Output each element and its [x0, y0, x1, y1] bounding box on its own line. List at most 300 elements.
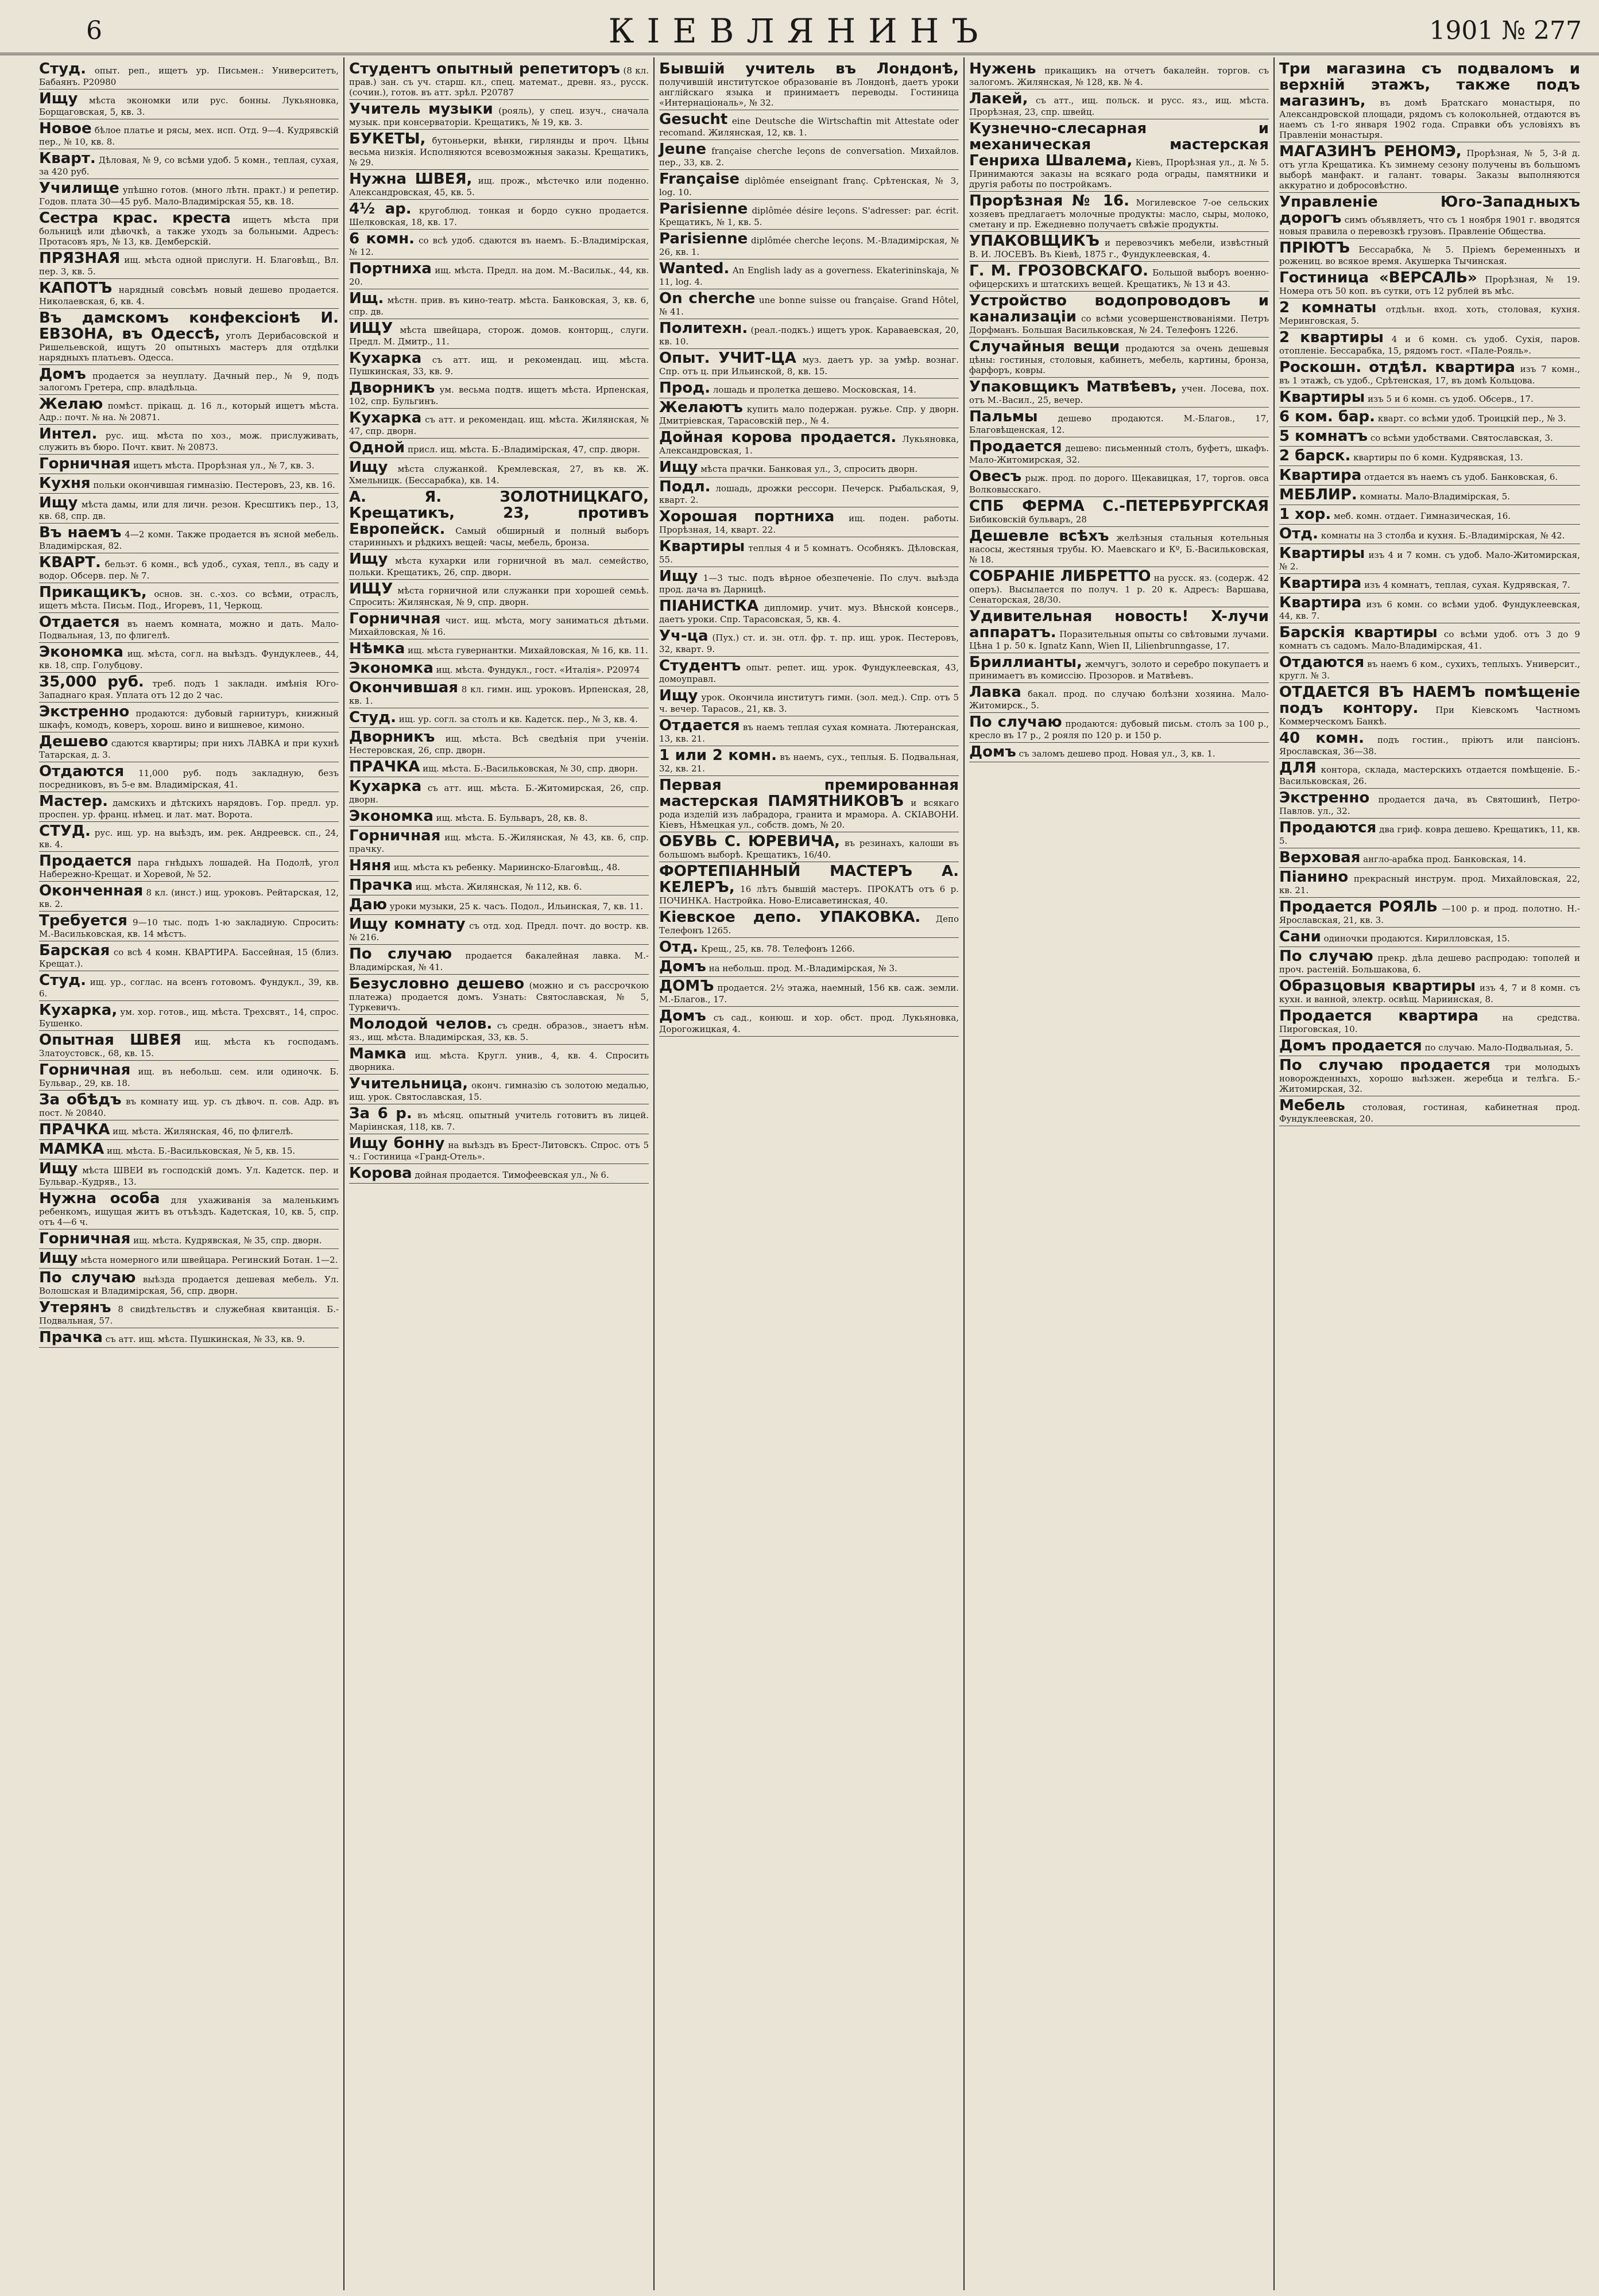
- classified-ad: [659, 627, 959, 657]
- ad-text: прекр. дѣла дешево распродаю: тополей и проч. растеній. Большакова, 6.: [1279, 953, 1580, 975]
- ad-headline: СПБ ФЕРМА С.-ПЕТЕРБУРГСКАЯ: [969, 498, 1269, 515]
- classified-ad: [349, 1134, 649, 1164]
- ad-text: муз. даетъ ур. за умѣр. вознаг. Спр. отъ ц. при Ильинской, 8, кв. 15.: [659, 355, 959, 377]
- classified-ad: [39, 395, 339, 425]
- classified-ad: [659, 957, 959, 977]
- ad-headline: Дворникъ: [349, 728, 435, 746]
- ad-headline: Ищу бонну: [349, 1135, 445, 1152]
- ad-headline: Ищу: [39, 1160, 78, 1177]
- classified-ad: [39, 1159, 339, 1189]
- ad-text: мѣста служанкой. Кремлевская, 27, въ кв. Ж. Хмельницк. (Бессарабка), кв. 14.: [349, 464, 649, 486]
- ad-text: оконч. гимназію съ золотою медалью, ищ. урок. Святославская, 15.: [349, 1080, 649, 1102]
- classified-ad: [659, 170, 959, 200]
- ad-text: ищ. мѣста. Кругл. унив., 4, кв. 4. Спросить дворника.: [349, 1050, 649, 1072]
- ad-text: дешево: письменный столъ, буфетъ, шкафъ. Мало-Житомирская, 32.: [969, 443, 1269, 465]
- ad-headline: Студ.: [39, 60, 86, 77]
- classified-ad: [1279, 544, 1580, 574]
- ad-text: подъ гостин., пріютъ или пансіонъ. Ярославская, 36—38.: [1279, 735, 1580, 757]
- classified-ad: [969, 338, 1269, 378]
- classified-ad: [659, 200, 959, 230]
- ad-headline: Нужень: [969, 60, 1036, 77]
- ad-text: ум. хор. готов., ищ. мѣста. Трехсвят., 14, спрос. Бушенко.: [39, 1007, 339, 1029]
- ad-headline: Экономка: [39, 643, 123, 661]
- ad-text: пара гнѣдыхъ лошадей. На Подолѣ, угол Набережно-Крещат. и Хоревой, № 52.: [39, 858, 339, 879]
- ad-text: симъ объявляетъ, что съ 1 ноября 1901 г. вводятся новыя правила о перевозкѣ грузовъ. Правленіе Общества.: [1279, 215, 1580, 236]
- ad-text: française cherche leçons de conversation. Михайлов. пер., 33, кв. 2.: [659, 146, 959, 168]
- classified-ad: [969, 567, 1269, 607]
- ad-headline: Дойная корова продается.: [659, 429, 897, 446]
- ad-headline: Продается РОЯЛЬ: [1279, 898, 1438, 916]
- classified-ad: [659, 349, 959, 379]
- classified-ad: [39, 209, 339, 249]
- ad-headline: Опыт. УЧИТ-ЦА: [659, 350, 796, 367]
- classified-ad: [39, 1189, 339, 1230]
- ad-headline: Учитель музыки: [349, 100, 493, 118]
- ad-text: мѣста дамы, или для личн. резон. Кресштикъ пер., 13, кв. 68, спр. дв.: [39, 499, 339, 521]
- classified-ad: [969, 90, 1269, 119]
- classified-ad: [1279, 653, 1580, 683]
- ad-text: выѣзда продается дешевая мебель. Ул. Волошская и Владимірская, 56, спр. дворн.: [39, 1274, 339, 1296]
- ad-headline: Нужна особа: [39, 1190, 160, 1207]
- ad-text: бутоньерки, вѣнки, гирлянды и проч. Цѣны весьма низкія. Исполняются всевозможныя заказы. Крещатикъ, № 29.: [349, 135, 649, 168]
- ad-columns: [34, 57, 1585, 2290]
- ad-headline: Лакей,: [969, 90, 1028, 107]
- ad-headline: Ищу: [39, 1250, 78, 1267]
- classified-ad: [349, 856, 649, 876]
- ad-text: опыт. реп., ищетъ ур. Письмен.: Университетъ, Бабаянъ. Р20980: [39, 65, 339, 87]
- classified-ad: [349, 728, 649, 758]
- ad-text: съ атт. ищ. мѣста. Пушкинская, № 33, кв. 9.: [105, 1334, 305, 1344]
- ad-headline: Первая премированная мастерская ПАМЯТНИКОВЪ: [659, 777, 959, 810]
- ad-headline: 1 или 2 комн.: [659, 747, 777, 764]
- ad-headline: Удивительная новость! X-лучи аппаратъ.: [969, 608, 1269, 641]
- ad-text: 4 и 6 комн. съ удоб. Сухія, паров. отопленіе. Бессарабка, 15, рядомъ гост. «Пале-Рояль».: [1279, 334, 1580, 356]
- ad-headline: Сани: [1279, 928, 1321, 945]
- ad-text: меб. комн. отдает. Гимназическая, 16.: [1334, 511, 1511, 521]
- ad-headline: Піанино: [1279, 868, 1349, 886]
- classified-ad: [39, 643, 339, 673]
- classified-ad: [39, 1249, 339, 1269]
- ad-text: англо-арабка прод. Банковская, 14.: [1363, 854, 1526, 864]
- ad-text: Дѣловая, № 9, со всѣми удоб. 5 комн., теплая, сухая, за 420 руб.: [39, 155, 339, 177]
- ad-text: кругоблюд. тонкая и бордо сукно продается. Шелковская, 18, кв. 17.: [349, 205, 649, 227]
- ad-headline: Отдается: [659, 717, 740, 734]
- ad-headline: Управленіе Юго-Западныхъ дорогъ: [1279, 193, 1580, 227]
- ad-headline: Gesucht: [659, 111, 728, 128]
- ad-headline: ФОРТЕПІАННЫЙ МАСТЕРЪ А. КЕЛЕРЪ,: [659, 863, 959, 896]
- ad-text: ищ. поден. работы. Прорѣзная, 14, кварт. 22.: [659, 513, 959, 535]
- ad-text: съ отд. ход. Предл. почт. до востр. кв. № 216.: [349, 921, 649, 943]
- ad-text: 8 свидѣтельствъ и служебная квитанція. Б.-Подвальная, 57.: [39, 1304, 339, 1326]
- ad-text: на выѣздъ въ Брест-Литовскъ. Спрос. отъ 5 ч.: Гостиница «Гранд-Отель».: [349, 1140, 649, 1162]
- classified-ad: [659, 319, 959, 349]
- ad-headline: ПРАЧКА: [39, 1121, 110, 1138]
- classified-ad: [349, 349, 649, 379]
- classified-ad: [1279, 447, 1580, 466]
- ad-text: дамскихъ и дѣтскихъ нарядовъ. Гор. предл. ур. проспен. ур. франц. нѣмец. и лат. мат. Ворота.: [39, 798, 339, 820]
- classified-ad: [659, 776, 959, 832]
- classified-ad: [1279, 193, 1580, 239]
- ad-headline: Дешево: [39, 733, 109, 750]
- ad-text: diplômée désire leçons. S'adresser: par. écrit. Крещатикъ, № 1, кв. 5.: [659, 205, 959, 227]
- ad-headline: Домъ: [659, 1007, 706, 1025]
- classified-ad: [39, 90, 339, 119]
- ad-headline: Квартира: [1279, 467, 1362, 484]
- classified-ad: [659, 507, 959, 537]
- ad-text: 8 кл. гимн. ищ. уроковъ. Ирпенская, 28, кв. 1.: [349, 684, 649, 706]
- classified-ad: [349, 1045, 649, 1075]
- classified-ad: [39, 1230, 339, 1249]
- ad-headline: Верховая: [1279, 849, 1361, 866]
- ad-headline: Горничная: [39, 1230, 131, 1247]
- classified-ad: [349, 807, 649, 827]
- ad-headline: Ищу: [349, 459, 388, 476]
- ad-headline: Молодой челов.: [349, 1015, 493, 1033]
- ad-text: урок. Окончила институтъ гимн. (зол. мед.). Спр. отъ 5 ч. вечер. Тарасов., 21, кв. 3.: [659, 692, 959, 714]
- ad-text: со всѣ 4 комн. КВАРТИРА. Бассейная, 15 (близ. Крещат.).: [39, 947, 339, 969]
- ad-headline: А. Я. ЗОЛОТНИЦКАГО, Крещатикъ, 23, противъ Европейск.: [349, 488, 649, 538]
- classified-ad: [969, 653, 1269, 683]
- ad-headline: Студ.: [349, 709, 396, 726]
- classified-ad: [39, 455, 339, 474]
- ad-text: 4—2 комн. Также продается въ ясной мебель. Владимірская, 82.: [39, 529, 339, 551]
- ad-headline: Ищу: [39, 90, 78, 107]
- ad-headline: ИЩУ: [349, 320, 393, 337]
- ad-text: ищ. мѣста. Предл. на дом. М.-Васильк., 44, кв. 20.: [349, 265, 649, 287]
- ad-text: опыт. репет. ищ. урок. Фундуклеевская, 43, домоуправл.: [659, 662, 959, 684]
- ad-headline: По случаю продается: [1279, 1057, 1490, 1074]
- ad-text: по случаю. Мало-Подвальная, 5.: [1424, 1042, 1574, 1053]
- ad-text: въ комнату ищ. ур. съ дѣвоч. п. сов. Адр. въ пост. № 20840.: [39, 1096, 339, 1118]
- ad-text: изъ 4 комнатъ, теплая, сухая. Кудрявская, 7.: [1364, 580, 1570, 590]
- ad-headline: Корова: [349, 1165, 412, 1182]
- classified-ad: [1279, 683, 1580, 729]
- ad-text: 8 кл. (инст.) ищ. уроковъ. Рейтарская, 12, кв. 2.: [39, 887, 339, 909]
- classified-ad: [969, 607, 1269, 653]
- classified-ad: [659, 746, 959, 776]
- ad-headline: Квартиры: [1279, 389, 1365, 406]
- ad-headline: Кіевское депо. УПАКОВКА.: [659, 909, 921, 926]
- classified-ad: [39, 583, 339, 613]
- classified-ad: [39, 882, 339, 912]
- newspaper-header: [0, 0, 1599, 55]
- ad-text: изъ 5 и 6 комн. съ удоб. Обсерв., 17.: [1368, 394, 1534, 404]
- classified-ad: [659, 657, 959, 687]
- classified-ad: [1279, 388, 1580, 408]
- ad-text: (8 кл. прав.) зан. съ уч. старш. кл., спец. математ., древн. яз., русск. (сочин.), готов. въ атт. зрѣл. Р20787: [349, 65, 649, 98]
- ad-text: une bonne suisse ou française. Grand Hôtel, № 41.: [659, 295, 959, 317]
- ad-headline: Оконченная: [39, 882, 144, 899]
- classified-ad: [1279, 977, 1580, 1007]
- ad-headline: Въ дамскомъ конфексіонѣ И. ЕВЗОНА, въ Одессѣ,: [39, 309, 339, 343]
- ad-headline: Домъ: [969, 743, 1016, 761]
- ad-headline: Экономка: [349, 808, 433, 825]
- classified-ad: [969, 497, 1269, 527]
- ad-headline: Прачка: [349, 876, 413, 894]
- ad-headline: Продается: [39, 852, 132, 870]
- classified-ad: [349, 639, 649, 659]
- ad-text: ищ. мѣста. Кудрявская, № 35, спр. дворн.: [133, 1235, 322, 1246]
- classified-ad: [1279, 898, 1580, 928]
- classified-ad: [1279, 947, 1580, 977]
- ad-headline: Дешевле всѣхъ: [969, 528, 1109, 545]
- classified-ad: [349, 876, 649, 895]
- ad-text: продается бакалейная лавка. М.-Владимірская, № 41.: [349, 951, 649, 972]
- ad-text: бѣлое платье и рясы, мех. нсп. Отд. 9—4. Кудрявскій пер., № 10, кв. 8.: [39, 125, 339, 147]
- ad-text: рыж. прод. по дорого. Щекавицкая, 17, торгов. овса Волковысскаго.: [969, 473, 1269, 495]
- ad-headline: On cherche: [659, 290, 756, 307]
- column-5: [1275, 57, 1585, 2290]
- classified-ad: [1279, 789, 1580, 819]
- ad-text: Кіевъ, Прорѣзная ул., д. № 5. Принимаются заказы на всякаго рода ограды, памятники и другія работы по постройкамъ.: [969, 157, 1269, 189]
- ad-text: въ мѣсяц. опытный учитель готовитъ въ лицей. Марiинская, 118, кв. 7.: [349, 1110, 649, 1132]
- column-2: [344, 57, 655, 2290]
- classified-ad: [659, 230, 959, 259]
- classified-ad: [659, 140, 959, 170]
- classified-ad: [39, 474, 339, 494]
- classified-ad: [349, 550, 649, 580]
- classified-ad: [349, 945, 649, 975]
- ad-text: Депо Телефонъ 1265.: [659, 914, 959, 936]
- ad-text: прекрасный инструм. прод. Михайловская, 22, кв. 21.: [1279, 874, 1580, 895]
- ad-text: упѣшно готов. (много лѣтн. практ.) и репетир. Годов. плата 30—45 руб. Мало-Владимірская 55, кв. 18.: [39, 185, 339, 207]
- ad-headline: ДЛЯ: [1279, 759, 1317, 777]
- ad-headline: Мамка: [349, 1045, 406, 1062]
- classified-ad: [1279, 466, 1580, 486]
- ad-text: на средства. Пироговская, 10.: [1279, 1013, 1580, 1034]
- classified-ad: [39, 249, 339, 279]
- classified-ad: [659, 977, 959, 1007]
- ad-text: —100 р. и прод. полотно. Н.-Ярославская, 21, кв. 3.: [1279, 903, 1580, 925]
- ad-text: получившій институтское образованіе въ Лондонѣ, даетъ уроки англійскаго языка и принимаетъ переводы. Гостиница «Интернаціональ», № 32.: [659, 77, 959, 108]
- ad-text: съ средн. образов., знаетъ нѣм. яз., ищ. мѣста. Владимірская, 33, кв. 5.: [349, 1021, 649, 1042]
- classified-ad: [39, 912, 339, 941]
- ad-text: рус. ищ. мѣста по хоз., мож. прислуживать, служить въ бюро. Почт. квит. № 20873.: [39, 430, 339, 452]
- ad-headline: ИЩУ: [349, 580, 393, 598]
- ad-headline: БУКЕТЫ,: [349, 130, 426, 148]
- ad-headline: Отд.: [659, 938, 699, 956]
- ad-headline: За обѣдъ: [39, 1091, 122, 1108]
- classified-ad: [349, 1075, 649, 1104]
- ad-headline: Квартира: [1279, 594, 1362, 611]
- ad-headline: Въ наемъ: [39, 524, 122, 541]
- classified-ad: [349, 610, 649, 639]
- ad-text: 1—3 тыс. подъ вѣрное обезпеченіе. По случ. выѣзда прод. дача въ Дарницѣ.: [659, 573, 959, 595]
- classified-ad: [39, 732, 339, 762]
- ad-text: 16 лѣтъ бывшій мастеръ. ПРОКАТЪ отъ 6 р. ПОЧИНКА. Настройка. Ново-Елисаветинская, 40.: [659, 884, 959, 906]
- ad-headline: За 6 р.: [349, 1105, 412, 1122]
- ad-headline: Продаются: [1279, 819, 1377, 836]
- ad-headline: Барская: [39, 942, 110, 959]
- ad-headline: Окончившая: [349, 679, 458, 696]
- ad-headline: Овесъ: [969, 468, 1022, 485]
- classified-ad: [659, 478, 959, 507]
- classified-ad: [1279, 729, 1580, 759]
- ad-text: продаются: дубовый гарнитуръ, книжный шкафъ, комодъ, коверъ, хорош. вино и вишневое, кимоно.: [39, 708, 339, 730]
- classified-ad: [969, 119, 1269, 192]
- ad-headline: МАГАЗИНЪ РЕНОМЭ,: [1279, 143, 1462, 160]
- classified-ad: [659, 398, 959, 428]
- classified-ad: [39, 494, 339, 523]
- ad-headline: СТУД.: [39, 823, 91, 840]
- ad-headline: Jeune: [659, 141, 706, 158]
- ad-text: При Кіевскомъ Частномъ Коммерческомъ Банкѣ.: [1279, 705, 1580, 727]
- ad-headline: 2 квартиры: [1279, 329, 1384, 346]
- ad-headline: Роскошн. отдѣл. квартира: [1279, 359, 1515, 376]
- classified-ad: [659, 832, 959, 862]
- classified-ad: [1279, 505, 1580, 525]
- newspaper-title: КІЕВЛЯНИНЪ: [608, 11, 991, 51]
- ad-headline: Прикащикъ,: [39, 584, 147, 601]
- ad-headline: Упаковщикъ Матвѣевъ,: [969, 378, 1177, 395]
- ad-text: бельэт. 6 комн., всѣ удоб., сухая, тепл., въ саду и водор. Обсерв. пер. № 7.: [39, 559, 339, 581]
- issue-number: 1901 № 277: [1429, 16, 1582, 45]
- classified-ad: [969, 292, 1269, 338]
- ad-headline: Экстренно: [39, 703, 130, 720]
- classified-ad: [659, 379, 959, 398]
- classified-ad: [1279, 60, 1580, 142]
- ad-headline: Экономка: [349, 660, 433, 677]
- ad-headline: Подл.: [659, 478, 711, 495]
- classified-ad: [349, 259, 649, 289]
- classified-ad: [349, 895, 649, 915]
- ad-headline: Барскія квартиры: [1279, 624, 1438, 641]
- ad-headline: Одной: [349, 439, 405, 456]
- ad-headline: ОТДАЕТСЯ ВЪ НАЕМЪ помѣщеніе подъ контору.: [1279, 684, 1580, 717]
- classified-ad: [39, 613, 339, 643]
- ad-text: съ заломъ дешево прод. Новая ул., 3, кв. 1.: [1019, 748, 1215, 759]
- classified-ad: [1279, 594, 1580, 623]
- classified-ad: [659, 259, 959, 289]
- ad-text: Большой выборъ военно-офицерскихъ и штатскихъ вещей. Крещатикъ, № 13 и 43.: [969, 267, 1269, 289]
- classified-ad: [969, 527, 1269, 567]
- classified-ad: [1279, 142, 1580, 193]
- ad-text: квартиры по 6 комн. Кудрявская, 13.: [1353, 452, 1523, 463]
- classified-ad: [349, 659, 649, 678]
- classified-ad: [349, 777, 649, 807]
- ad-headline: Отд.: [1279, 525, 1319, 542]
- classified-ad: [349, 289, 649, 319]
- ad-text: ищ. мѣста. Б.-Васильковская, № 30, спр. дворн.: [423, 763, 638, 774]
- classified-ad: [1279, 486, 1580, 505]
- ad-headline: Портниха: [349, 260, 432, 277]
- classified-ad: [39, 309, 339, 365]
- classified-ad: [39, 425, 339, 455]
- classified-ad: [39, 673, 339, 703]
- classified-ad: [659, 716, 959, 746]
- ad-headline: Parisienne: [659, 230, 748, 247]
- classified-ad: [39, 149, 339, 179]
- ad-headline: 2 комнаты: [1279, 299, 1377, 316]
- column-3: [655, 57, 965, 2290]
- ad-headline: 6 ком. бар.: [1279, 408, 1376, 425]
- ad-text: ищ. ур. согл. за столъ и кв. Кадетск. пер., № 3, кв. 4.: [398, 714, 638, 724]
- ad-headline: 2 барск.: [1279, 447, 1351, 464]
- classified-ad: [659, 908, 959, 938]
- ad-text: и перевозчикъ мебели, извѣстный В. И. ЛОСЕВЪ. Въ Кіевѣ, 1875 г., Фундуклеевская, 4.: [969, 238, 1269, 259]
- ad-text: контора, склада, мастерскихъ отдается помѣщеніе. Б.-Васильковская, 26.: [1279, 765, 1580, 786]
- classified-ad: [349, 708, 649, 728]
- ad-headline: Политехн.: [659, 320, 748, 337]
- ad-headline: Случайныя вещи: [969, 338, 1120, 355]
- ad-headline: Студ.: [39, 972, 86, 989]
- ad-text: ищ. мѣста. Фундукл., гост. «Италія». Р20974: [436, 665, 640, 675]
- ad-headline: Учительница,: [349, 1075, 469, 1092]
- ad-headline: Хорошая портниха: [659, 508, 835, 525]
- ad-headline: Ищ.: [349, 290, 384, 307]
- ad-text: и всякаго рода изделій изъ лабрадора, гранита и мрамора. А. СКІАВОНИ. Кіевъ, Нѣмецкая ул., собств. домъ, № 20.: [659, 798, 959, 830]
- ad-text: сдаются квартиры; при нихъ ЛАВКА и при кухнѣ Татарская, д. 3.: [39, 738, 339, 760]
- ad-headline: Три магазина съ подваломъ и верхній этажъ, также подъ магазинъ,: [1279, 60, 1580, 110]
- ad-text: ищ. мѣста. Б.-Жилянская, № 43, кв. 6, спр. прачку.: [349, 832, 649, 854]
- ad-text: Прорѣзная, № 19. Номера отъ 50 коп. въ сутки, отъ 12 рублей въ мѣс.: [1279, 274, 1580, 296]
- classified-ad: [349, 230, 649, 259]
- classified-ad: [39, 971, 339, 1001]
- ad-headline: Прачка: [39, 1329, 103, 1346]
- ad-headline: Мастер.: [39, 793, 109, 810]
- ad-text: Прорѣзная, № 5, 3-й д. отъ угла Крещатика. Къ зимнему сезону получены въ большомъ выборѣ манфакт. и галант. товары. Заказы выполняются аккуратно и добросовѣстно.: [1279, 148, 1580, 191]
- classified-ad: [349, 458, 649, 488]
- classified-ad: [969, 378, 1269, 408]
- classified-ad: [349, 319, 649, 349]
- ad-headline: Желаютъ: [659, 399, 743, 416]
- ad-headline: Устройство водопроводовъ и канализаціи: [969, 292, 1269, 325]
- classified-ad: [1279, 1096, 1580, 1126]
- classified-ad: [39, 60, 339, 90]
- ad-text: ищ. мѣста, согл. на выѣздъ. Фундуклеев., 44, кв. 18, спр. Голубцову.: [39, 649, 339, 670]
- ad-text: дешево продаются. М.-Благов., 17, Благовѣщенская, 12.: [969, 413, 1269, 435]
- ad-text: изъ 4, 7 и 8 комн. съ кухн. и ванной, электр. освѣщ. Мариинская, 8.: [1279, 983, 1580, 1004]
- ad-text: ищ. прож., мѣстечко или поденно. Александровская, 45, кв. 5.: [349, 176, 649, 197]
- ad-text: ищетъ мѣста при больницѣ или дѣвочкѣ, а также уходъ за больными. Адресъ: Протасовъ яръ, № 13, кв. Демберскій.: [39, 215, 339, 247]
- ad-text: An English lady as a governess. Ekaterininskaja, № 11, log. 4.: [659, 265, 959, 287]
- ad-headline: Училище: [39, 180, 119, 197]
- ad-headline: КАПОТЪ: [39, 280, 113, 297]
- ad-text: (Пух.) ст. и. зн. отл. фр. т. пр. ищ. урок. Пестеровъ, 32, кварт. 9.: [659, 633, 959, 654]
- classified-ad: [349, 100, 649, 130]
- ad-text: съ атт. и рекомендац. ищ. мѣста. Жилянская, № 47, спр. дворн.: [349, 414, 649, 436]
- ad-text: ищ. мѣста гувернантки. Михайловская, № 16, кв. 11.: [408, 645, 648, 656]
- ad-headline: МАМКА: [39, 1141, 104, 1158]
- classified-ad: [39, 179, 339, 209]
- ad-text: два гриф. ковра дешево. Крещатикъ, 11, кв. 5.: [1279, 824, 1580, 846]
- ad-text: со всѣми удобствами. Святославская, 3.: [1370, 433, 1553, 443]
- ad-text: отдѣльн. вход. хоть, столовая, кухня. Меринговская, 5.: [1279, 304, 1580, 326]
- classified-ad: [659, 60, 959, 110]
- ad-headline: Кухарка: [349, 409, 422, 426]
- classified-ad: [659, 458, 959, 478]
- ad-headline: Даю: [349, 896, 387, 913]
- ad-headline: Опытная ШВЕЯ: [39, 1031, 181, 1049]
- classified-ad: [39, 1269, 339, 1298]
- classified-ad: [349, 409, 649, 439]
- ad-headline: По случаю: [349, 945, 452, 963]
- ad-text: жемчугъ, золото и серебро покупаетъ и принимаетъ въ комиссію. Прозоров. и Матвѣевъ.: [969, 659, 1269, 681]
- classified-ad: [39, 1328, 339, 1348]
- ad-text: изъ 7 комн., въ 1 этажѣ, съ удоб., Срѣтенская, 17, въ домѣ Кольцова.: [1279, 364, 1580, 386]
- ad-headline: Ищу: [39, 494, 78, 511]
- ad-headline: Студентъ опытный репетиторъ: [349, 60, 621, 77]
- ad-text: со всѣ удоб. сдаются въ наемъ. Б.-Владимірская, № 12.: [349, 235, 649, 257]
- classified-ad: [1279, 298, 1580, 328]
- ad-headline: Бывшій учитель въ Лондонѣ,: [659, 60, 959, 77]
- ad-text: купить мало подержан. ружье. Спр. у дворн. Дмитріевская, Тарасовскій пер., № 4.: [659, 404, 959, 426]
- ad-text: дипломир. учит. муз. Вѣнской консерв., даетъ уроки. Спр. Тарасовская, 5, кв. 4.: [659, 603, 959, 625]
- classified-ad: [349, 1104, 649, 1134]
- ad-text: теплыя 4 и 5 комнатъ. Особнякъ. Дѣловская, 55.: [659, 543, 959, 565]
- ad-text: дойная продается. Тимофеевская ул., № 6.: [415, 1170, 609, 1180]
- ad-headline: По случаю: [1279, 948, 1373, 965]
